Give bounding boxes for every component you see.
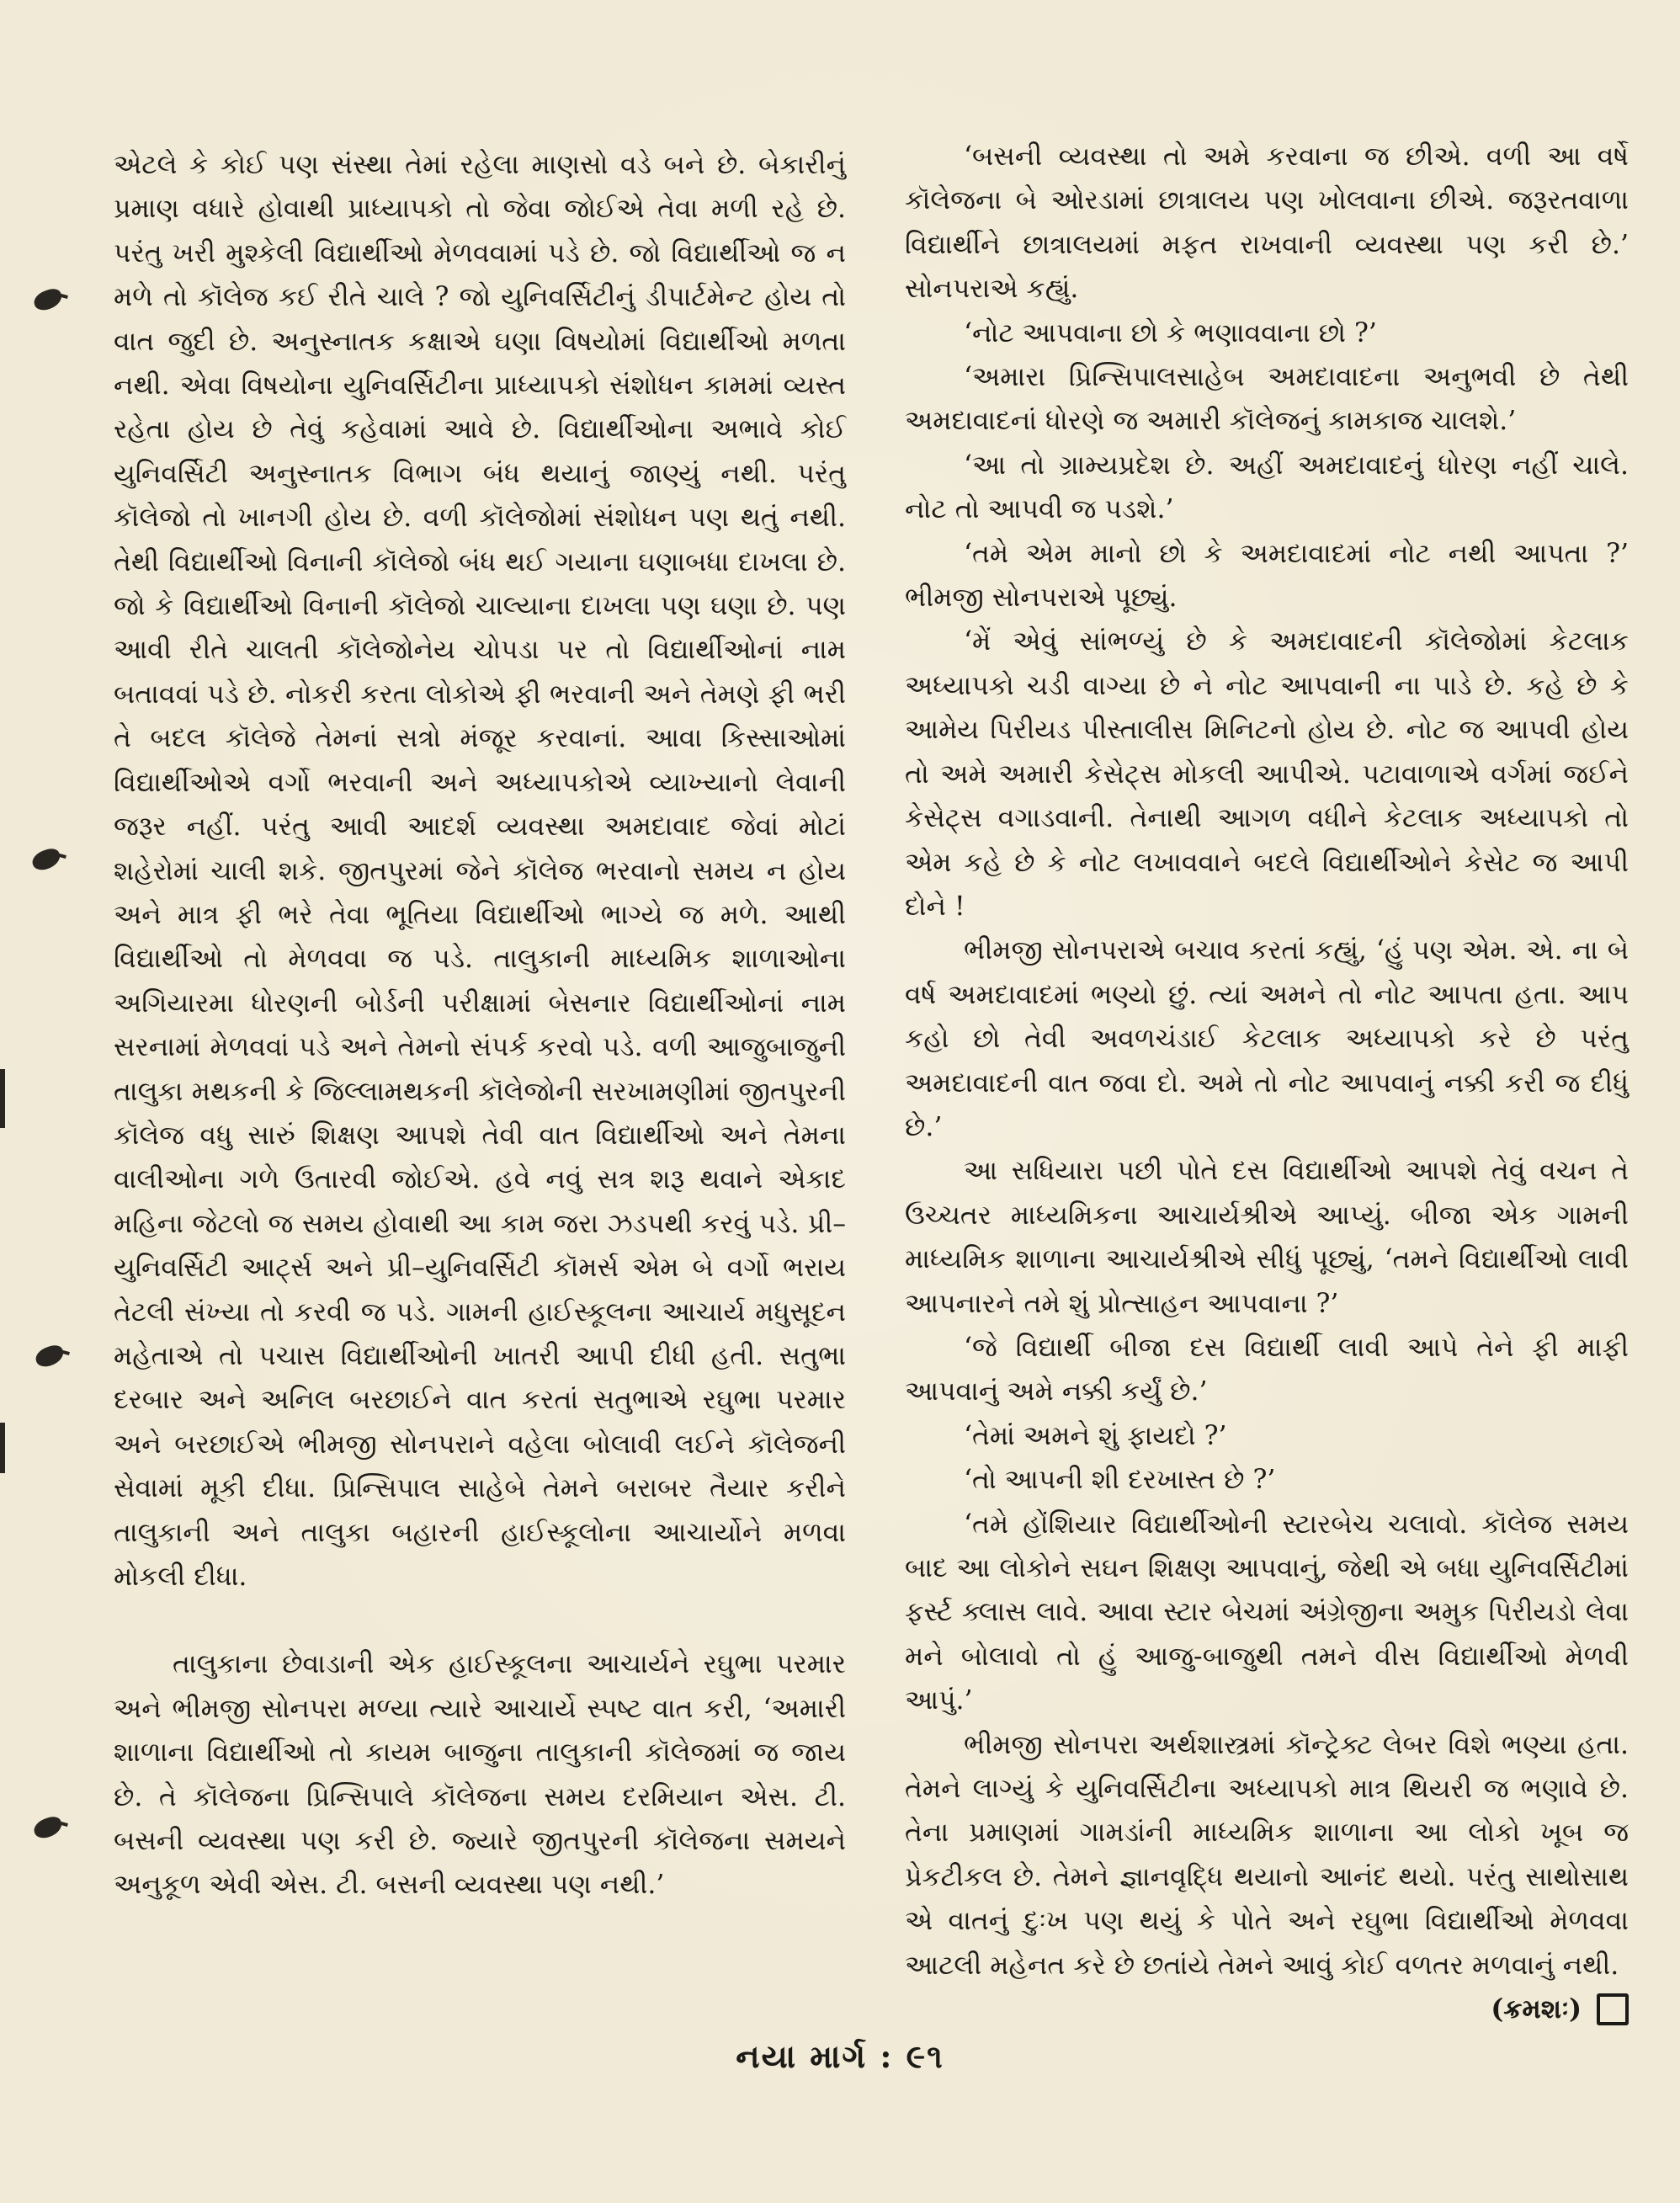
paragraph: ભીમજી સોનપરા અર્થશાસ્ત્રમાં કૉન્ટ્રેક્ટ લેબર વિશે ભણ્યા હતા. તેમને લાગ્યું કે યુનિવર્સિટીના અધ્યાપકો માત્ર થિયરી જ ભણાવે છે. તેના પ્રમાણમાં ગામડાંની માધ્યમિક શાળાના આ લોકો ખૂબ જ પ્રેકટીકલ છે. તેમને જ્ઞાનવૃદ્ધિ થયાનો આનંદ થયો. પરંતુ સાથોસાથ એ વાતનું દુઃખ પણ થયું કે પોતે અને રઘુભા વિદ્યાર્થીઓ મેળવવા આટલી મહેનત કરે છે છતાંયે તેમને આવું કોઈ વળતર મળવાનું નથી. <box>905 1729 1629 1981</box>
paragraph: ‘આ તો ગ્રામ્યપ્રદેશ છે. અહીં અમદાવાદનું ધોરણ નહીં ચાલે. નોટ તો આપવી જ પડશે.’ <box>905 450 1629 525</box>
paragraph: આ સધિયારા પછી પોતે દસ વિદ્યાર્થીઓ આપશે તેવું વચન તે ઉચ્ચતર માધ્યમિકના આચાર્યશ્રીએ આપ્યું. બીજા એક ગામની માધ્યમિક શાળાના આચાર્યશ્રીએ સીધું પૂછ્યું, ‘તમને વિદ્યાર્થીઓ લાવી આપનારને તમે શું પ્રોત્સાહન આપવાના ?’ <box>905 1156 1629 1319</box>
paragraph: ‘જે વિદ્યાર્થી બીજા દસ વિદ્યાર્થી લાવી આપે તેને ફી માફી આપવાનું અમે નક્કી કર્યું છે.’ <box>905 1332 1629 1407</box>
continued-mark <box>1491 1987 1629 2031</box>
paragraph: તાલુકાના છેવાડાની એક હાઈસ્કૂલના આચાર્યને રઘુભા પરમાર અને ભીમજી સોનપરા મળ્યા ત્યારે આચાર્યે સ્પષ્ટ વાત કરી, ‘અમારી શાળાના વિદ્યાર્થીઓ તો કાયમ બાજુના તાલુકાની કૉલેજમાં જ જાય છે. તે કૉલેજના પ્રિન્સિપાલે કૉલેજના સમય દરમિયાન એસ. ટી. બસની વ્યવસ્થા પણ કરી છે. જ્યારે જીતપુરની કૉલેજના સમયને અનુકૂળ એવી એસ. ટી. બસની વ્યવસ્થા પણ નથી.’ <box>114 1649 846 1901</box>
paragraph: ‘તો આપની શી દરખાસ્ત છે ?’ <box>964 1465 1276 1496</box>
paragraph: ‘બસની વ્યવસ્થા તો અમે કરવાના જ છીએ. વળી આ વર્ષે કૉલેજના બે ઓરડામાં છાત્રાલય પણ ખોલવાના છીએ. જરૂરતવાળા વિદ્યાર્થીને છાત્રાલયમાં મફત રાખવાની વ્યવસ્થા પણ કરી છે.’ સોનપરાએ કહ્યું. <box>905 141 1629 305</box>
paragraph: ‘તેમાં અમને શું ફાયદો ?’ <box>964 1420 1227 1451</box>
paragraph: ‘અમારા પ્રિન્સિપાલસાહેબ અમદાવાદના અનુભવી છે તેથી અમદાવાદનાં ધોરણે જ અમારી કૉલેજનું કામકાજ ચાલશે.’ <box>905 362 1629 437</box>
continued-marker <box>905 1987 1629 2031</box>
binder-hole-mark <box>31 286 64 313</box>
binder-hole-mark <box>33 1343 66 1370</box>
right-column <box>905 135 1629 2031</box>
binder-hole-mark <box>31 1814 64 1841</box>
page-edge-mark <box>0 1069 5 1128</box>
paragraph: ‘નોટ આપવાના છો કે ભણાવવાના છો ?’ <box>964 317 1377 349</box>
paragraph: ‘મેં એવું સાંભળ્યું છે કે અમદાવાદની કૉલેજોમાં કેટલાક અધ્યાપકો ચડી વાગ્યા છે ને નોટ આપવાની ના પાડે છે. કહે છે કે આમેય પિરીયડ પીસ્તાલીસ મિનિટનો હોય છે. નોટ જ આપવી હોય તો અમે અમારી કેસેટ્સ મોકલી આપીએ. પટાવાળાએ વર્ગમાં જઈને કેસેટ્સ વગાડવાની. તેનાથી આગળ વધીને કેટલાક અધ્યાપકો તો એમ કહે છે કે નોટ લખાવવાને બદલે વિદ્યાર્થીઓને કેસેટ જ આપી દોને ! <box>905 626 1629 922</box>
continued-label: (ક્રમશઃ) <box>1491 1993 1582 2025</box>
paragraph: ભીમજી સોનપરાએ બચાવ કરતાં કહ્યું, ‘હું પણ એમ. એ. ના બે વર્ષ અમદાવાદમાં ભણ્યો છું. ત્યાં અમને તો નોટ આપતા હતા. આપ કહો છો તેવી અવળચંડાઈ કેટલાક અધ્યાપકો કરે છે પરંતુ અમદાવાદની વાત જવા દો. અમે તો નોટ આપવાનું નક્કી કરી જ દીધું છે.’ <box>905 935 1629 1142</box>
page-edge-mark <box>0 1423 5 1473</box>
paragraph: એટલે કે કોઈ પણ સંસ્થા તેમાં રહેલા માણસો વડે બને છે. બેકારીનું પ્રમાણ વધારે હોવાથી પ્રાધ્યાપકો તો જેવા જોઈએ તેવા મળી રહે છે. પરંતુ ખરી મુશ્કેલી વિદ્યાર્થીઓ મેળવવામાં પડે છે. જો વિદ્યાર્થીઓ જ ન મળે તો કૉલેજ કઈ રીતે ચાલે ? જો યુનિવર્સિટીનું ડીપાર્ટમેન્ટ હોય તો વાત જુદી છે. અનુસ્નાતક કક્ષાએ ઘણા વિષયોમાં વિદ્યાર્થીઓ મળતા નથી. એવા વિષયોના યુનિવર્સિટીના પ્રાધ્યાપકો સંશોધન કામમાં વ્યસ્ત રહેતા હોય છે તેવું કહેવામાં આવે છે. વિદ્યાર્થીઓના અભાવે કોઈ યુનિવર્સિટી અનુસ્નાતક વિભાગ બંધ થયાનું જાણ્યું નથી. પરંતુ કૉલેજો તો ખાનગી હોય છે. વળી કૉલેજોમાં સંશોધન પણ થતું નથી. તેથી વિદ્યાર્થીઓ વિનાની કૉલેજો બંધ થઈ ગયાના ઘણાબધા દાખલા છે. જો કે વિદ્યાર્થીઓ વિનાની કૉલેજો ચાલ્યાના દાખલા પણ ઘણા છે. પણ આવી રીતે ચાલતી કૉલેજોનેય ચોપડા પર તો વિદ્યાર્થીઓનાં નામ બતાવવાં પડે છે. નોકરી કરતા લોકોએ ફી ભરવાની અને તેમણે ફી ભરી તે બદલ કૉલેજે તેમનાં સત્રો મંજૂર કરવાનાં. આવા કિસ્સાઓમાં વિદ્યાર્થીઓએ વર્ગો ભરવાની અને અધ્યાપકોએ વ્યાખ્યાનો લેવાની જરૂર નહીં. પરંતુ આવી આદર્શ વ્યવસ્થા અમદાવાદ જેવાં મોટાં શહેરોમાં ચાલી શકે. જીતપુરમાં જેને કૉલેજ ભરવાનો સમય ન હોય અને માત્ર ફી ભરે તેવા ભૂતિયા વિદ્યાર્થીઓ ભાગ્યે જ મળે. આથી વિદ્યાર્થીઓ તો મેળવવા જ પડે. તાલુકાની માધ્યમિક શાળાઓના અગિયારમા ધોરણની બોર્ડની પરીક્ષામાં બેસનાર વિદ્યાર્થીઓનાં નામ સરનામાં મેળવવાં પડે અને તેમનો સંપર્ક કરવો પડે. વળી આજુબાજુની તાલુકા મથકની કે જિલ્લામથકની કૉલેજોની સરખામણીમાં જીતપુરની કૉલેજ વધુ સારું શિક્ષણ આપશે તેવી વાત વિદ્યાર્થીઓ અને તેમના વાલીઓના ગળે ઉતારવી જોઈએ. હવે નવું સત્ર શરૂ થવાને એકાદ મહિના જેટલો જ સમય હોવાથી આ કામ જરા ઝડપથી કરવું પડે. પ્રી–યુનિવર્સિટી આર્ટ્સ અને પ્રી–યુનિવર્સિટી કૉમર્સ એમ બે વર્ગો ભરાય તેટલી સંખ્યા તો કરવી જ પડે. ગામની હાઈસ્કૂલના આચાર્ય મધુસૂદન મહેતાએ તો પચાસ વિદ્યાર્થીઓની ખાતરી આપી દીધી હતી. સતુભા દરબાર અને અનિલ બરછાઈને વાત કરતાં સતુભાએ રઘુભા પરમાર અને બરછાઈએ ભીમજી સોનપરાને વહેલા બોલાવી લઈને કૉલેજની સેવામાં મૂકી દીધા. પ્રિન્સિપાલ સાહેબે તેમને બરાબર તૈયાર કરીને તાલુકાની અને તાલુકા બહારની હાઈસ્કૂલોના આચાર્યોને મળવા મોકલી દીધા. <box>114 150 846 1592</box>
binder-hole-mark <box>29 846 62 873</box>
paragraph: ‘તમે એમ માનો છો કે અમદાવાદમાં નોટ નથી આપતા ?’ ભીમજી સોનપરાએ પૂછ્યું. <box>905 538 1629 614</box>
left-column <box>114 143 846 1908</box>
page-footer: નયા માર્ગ : ૯૧ <box>736 2037 944 2075</box>
paragraph: ‘તમે હોંશિયાર વિદ્યાર્થીઓની સ્ટારબેચ ચલાવો. કૉલેજ સમય બાદ આ લોકોને સઘન શિક્ષણ આપવાનું, જેથી એ બધા યુનિવર્સિટીમાં ફર્સ્ટ ક્લાસ લાવે. આવા સ્ટાર બેચમાં અંગ્રેજીના અમુક પિરીયડો લેવા મને બોલાવો તો હું આજુ-બાજુથી તમને વીસ વિદ્યાર્થીઓ મેળવી આપું.’ <box>905 1509 1629 1716</box>
end-box-icon <box>1597 1993 1629 2025</box>
